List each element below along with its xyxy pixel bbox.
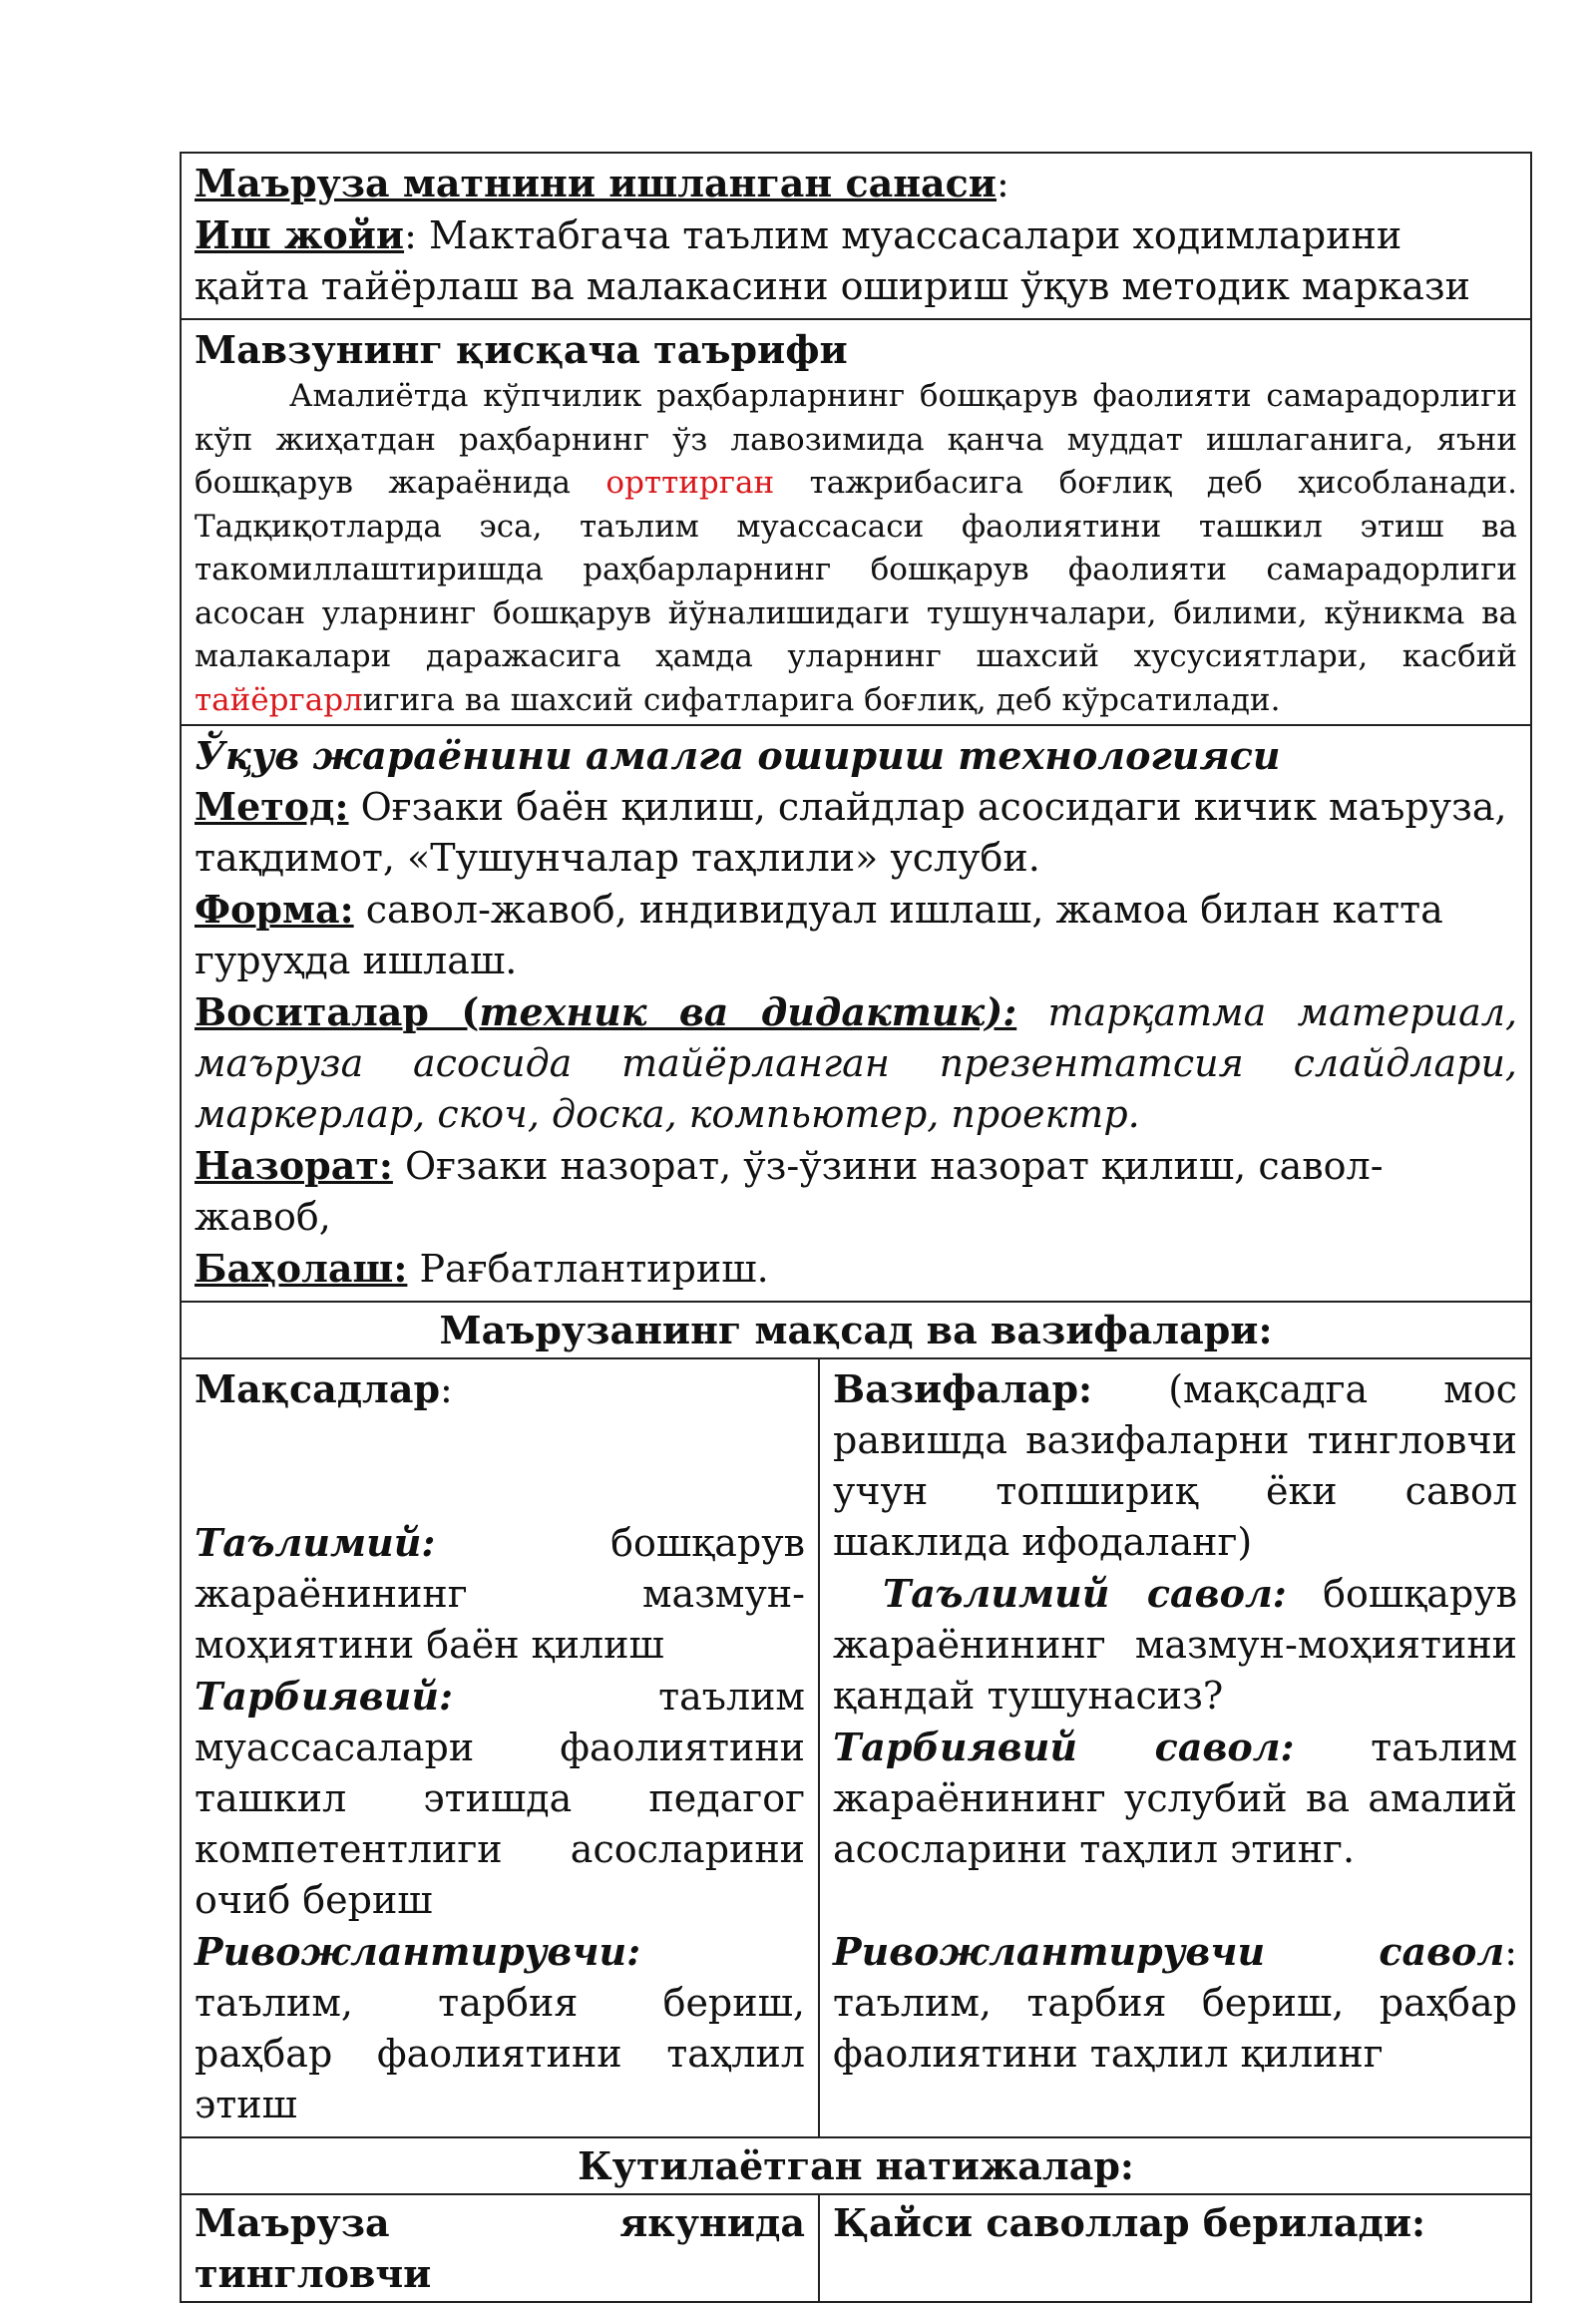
- workplace-line: [195, 209, 1517, 312]
- control-text: Оғзаки назорат, ўз-ўзини назорат қилиш, савол-жавоб,: [195, 1144, 1384, 1239]
- form-line: [195, 884, 1517, 986]
- document-page: [180, 152, 1530, 2303]
- goal-educational: [195, 1517, 805, 1671]
- workplace-label: Иш жойи: [195, 212, 405, 257]
- goals-title-line: [195, 1363, 805, 1415]
- tools-label: Воситалар (: [195, 989, 480, 1034]
- results-right: Қайси саволлар берилади:: [819, 2194, 1531, 2302]
- form-label: Форма:: [195, 887, 354, 932]
- header-row: [181, 153, 1531, 319]
- results-header: Кутилаётган натижалар:: [181, 2137, 1531, 2194]
- date-label: Маъруза матнини ишланган санаси: [195, 161, 997, 205]
- summary-row: [181, 319, 1531, 725]
- summary-text: [195, 375, 1517, 722]
- method-label: Метод:: [195, 784, 349, 829]
- header-cell: [181, 153, 1531, 319]
- goals-spacer: [195, 1415, 805, 1517]
- technology-cell: [181, 725, 1531, 1302]
- lecture-plan-table: [180, 152, 1532, 2303]
- summary-cell: [181, 319, 1531, 725]
- summary-red-word-1: орттирган: [605, 465, 775, 501]
- results-left: Маъруза якунида тингловчи: [181, 2194, 819, 2302]
- goals-title-colon: :: [440, 1367, 453, 1411]
- task-developing: [833, 1926, 1517, 2080]
- goal-upbringing-label: Тарбиявий:: [195, 1674, 454, 1719]
- task-upbringing-text: таълим жараёнининг услубий ва амалий асосларини таҳлил этинг.: [833, 1726, 1518, 1871]
- results-header-row: [181, 2137, 1531, 2194]
- task-educational: [833, 1568, 1517, 1722]
- grade-text: Рағбатлантириш.: [407, 1247, 769, 1291]
- task-educational-label: Таълимий савол:: [883, 1571, 1287, 1616]
- date-colon: :: [996, 162, 1009, 205]
- method-line: [195, 781, 1517, 884]
- technology-row: [181, 725, 1531, 1302]
- tasks-title: Вазифалар:: [833, 1366, 1093, 1411]
- tasks-cell: [819, 1358, 1531, 2137]
- goals-title: Мақсадлар: [195, 1366, 441, 1411]
- goals-header: Маърузанинг мақсад ва вазифалари:: [181, 1302, 1531, 1358]
- task-upbringing: [833, 1722, 1517, 1875]
- summary-title: Мавзунинг қисқача таърифи: [195, 327, 848, 372]
- method-text: Оғзаки баён қилиш, слайдлар асосидаги кичик маъруза, тақдимот, «Тушунчалар таҳлили» услуби.: [195, 785, 1507, 880]
- goal-educational-label: Таълимий:: [195, 1520, 436, 1565]
- goal-upbringing: [195, 1671, 805, 1926]
- tools-text: тарқатма материал, маъруза асосида тайёрланган презентатсия слайдлари, маркерлар, скоч, доска, компьютер, проектр.: [195, 990, 1518, 1136]
- goals-header-row: [181, 1302, 1531, 1358]
- goal-developing-text: таълим, тарбия бериш, раҳбар фаолиятини таҳлил этиш: [195, 1981, 805, 2126]
- goal-upbringing-text: таълим муассасалари фаолиятини ташкил этишда педагог компетентлиги асосларини очиб бериш: [195, 1675, 805, 1922]
- form-text: савол-жавоб, индивидуал ишлаш, жамоа билан катта гуруҳда ишлаш.: [195, 888, 1443, 982]
- tasks-spacer: [833, 1875, 1517, 1926]
- control-label: Назорат:: [195, 1143, 393, 1188]
- tasks-title-text: (мақсадга мос равишда вазифаларни тингловчи учун топшириқ ёки савол шаклида ифодаланг): [833, 1367, 1518, 1564]
- tasks-title-line: [833, 1363, 1517, 1568]
- summary-red-word-2: тайёргарл: [195, 681, 363, 718]
- task-developing-colon: :: [1504, 1930, 1518, 1974]
- workplace-text: : Мактабгача таълим муассасалари ходимларини қайта тайёрлаш ва малакасини ошириш ўқув методик маркази: [195, 213, 1470, 308]
- tools-line: [195, 986, 1517, 1140]
- tools-label-italic: техник ва дидактик):: [479, 989, 1017, 1034]
- technology-title: Ўқув жараёнини амалга ошириш технологияси: [195, 733, 1281, 778]
- date-line: [195, 158, 1517, 209]
- goal-developing: [195, 1926, 805, 2130]
- summary-p1: Амалиётда кўпчилик раҳбарларнинг бошқарув фаолияти самарадорлиги кўп жиҳатдан раҳбарнинг ўз лавозимида қанча муддат ишлаганига, яъни бошқарув жараёнида: [195, 378, 1518, 501]
- grade-label: Баҳолаш:: [195, 1246, 408, 1291]
- goal-developing-label: Ривожлантирувчи:: [195, 1929, 641, 1974]
- goals-cell: [181, 1358, 819, 2137]
- summary-p3: игига ва шахсий сифатларига боғлиқ, деб кўрсатилади.: [362, 681, 1281, 718]
- summary-p2: тажрибасига боғлиқ деб ҳисобланади. Тадқиқотларда эса, таълим муассасаси фаолиятини ташкил этиш ва такомиллаштиришда раҳбарларнинг бошқарув фаолияти самарадорлиги асосан уларнинг бошқарув йўналишидаги тушунчалари, билими, кўникма ва малакалари даражасига ҳамда уларнинг шахсий хусусиятлари, касбий: [195, 465, 1518, 674]
- control-line: [195, 1140, 1517, 1243]
- results-row: [181, 2194, 1531, 2302]
- task-upbringing-label: Тарбиявий савол:: [833, 1725, 1295, 1769]
- goal-educational-text: бошқарув жараёнининг мазмун-моҳиятини баён қилиш: [195, 1521, 805, 1667]
- task-developing-label: Ривожлантирувчи савол: [833, 1929, 1505, 1974]
- grade-line: [195, 1243, 1517, 1295]
- task-developing-text: таълим, тарбия бериш, раҳбар фаолиятини таҳлил қилинг: [833, 1981, 1518, 2076]
- task-educational-text: бошқарув жараёнининг мазмун-моҳиятини қандай тушунасиз?: [833, 1572, 1518, 1718]
- goals-tasks-row: [181, 1358, 1531, 2137]
